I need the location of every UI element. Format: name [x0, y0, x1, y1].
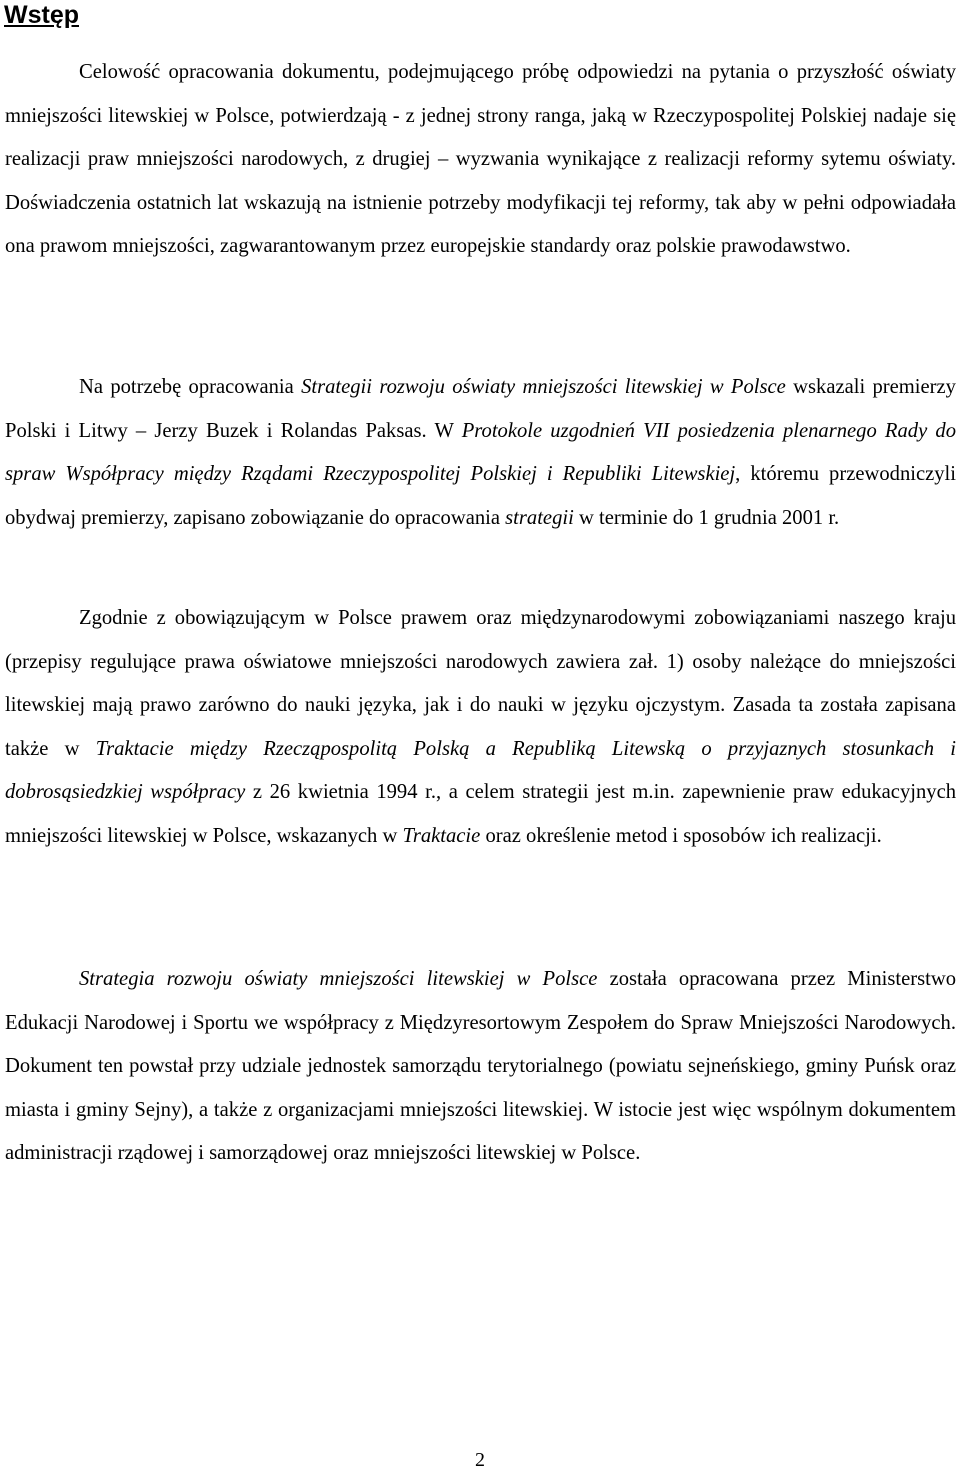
italic-text-run: Strategii rozwoju oświaty mniejszości litewskiej w Polsce	[301, 376, 786, 398]
page-number: 2	[475, 1449, 485, 1471]
paragraph	[5, 597, 956, 859]
text-run: Na potrzebę opracowania	[79, 376, 302, 398]
italic-text-run: Protokole uzgodnień VII posiedzenia plenarnego Rady do spraw Współpracy między Rządami Rzeczypospolitej Polskiej i Republiki Litewskiej	[5, 419, 957, 486]
text-run: , któremu przewodniczyli obydwaj premierzy, zapisano zobowiązanie do opracowania	[5, 463, 956, 529]
text-run: oraz określenie metod i sposobów ich realizacji.	[480, 824, 882, 847]
italic-text-run: Traktacie	[402, 824, 481, 847]
text-run: w terminie do 1 grudnia 2001 r.	[573, 506, 840, 529]
italic-text-run: strategii	[505, 506, 574, 529]
paragraph	[5, 51, 956, 269]
text-run: wskazali premierzy Polski i Litwy – Jerzy Buzek i Rolandas Paksas. W	[5, 376, 956, 442]
paragraph	[5, 366, 956, 540]
text-run: Celowość opracowania dokumentu, podejmującego próbę odpowiedzi na pytania o przyszłość oświaty mniejszości litewskiej w Polsce, potwierdzają - z jednej strony ranga, jaką w Rzeczypospolitej Polskiej nadaje się realizacji praw mniejszości narodowych, z drugiej – wyzwania wynikające z realizacji reformy sytemu oświaty. Doświadczenia ostatnich lat wskazują na istnienie potrzeby modyfikacji tej reformy, tak aby w pełni odpowiadała ona prawom mniejszości, zagwarantowanym przez europejskie standardy oraz polskie prawodawstwo.	[5, 61, 956, 258]
paragraph	[5, 958, 956, 1176]
text-run: z 26 kwietnia 1994 r., a celem strategii jest m.in. zapewnienie praw edukacyjnych mniejszości litewskiej w Polsce, wskazanych w	[5, 781, 957, 847]
text-run: została opracowana przez Ministerstwo Edukacji Narodowej i Sportu we współpracy z Międzyresortowym Zespołem do Spraw Mniejszości Narodowych. Dokument ten powstał przy udziale jednostek samorządu terytorialnego (powiatu sejneńskiego, gminy Puńsk oraz miasta i gminy Sejny), a także z organizacjami mniejszości litewskiej. W istocie jest więc wspólnym dokumentem administracji rządowej i samorządowej oraz mniejszości litewskiej w Polsce.	[5, 968, 956, 1165]
section-heading: Wstęp	[4, 1, 79, 29]
text-run: Zgodnie z obowiązującym w Polsce prawem oraz międzynarodowymi zobowiązaniami naszego kraju (przepisy regulujące prawa oświatowe mniejszości narodowych zawiera zał. 1) osoby należące do mniejszości litewskiej mają prawo zarówno do nauki języka, jak i do nauki w języku ojczystym. Zasada ta została zapisana także w	[5, 607, 956, 760]
italic-text-run: Traktacie między Rzecząpospolitą Polską a Republiką Litewską o przyjaznych stosunkach i dobrosąsiedzkiej współpracy	[5, 737, 956, 804]
italic-text-run: Strategia rozwoju oświaty mniejszości litewskiej w Polsce	[79, 968, 598, 990]
